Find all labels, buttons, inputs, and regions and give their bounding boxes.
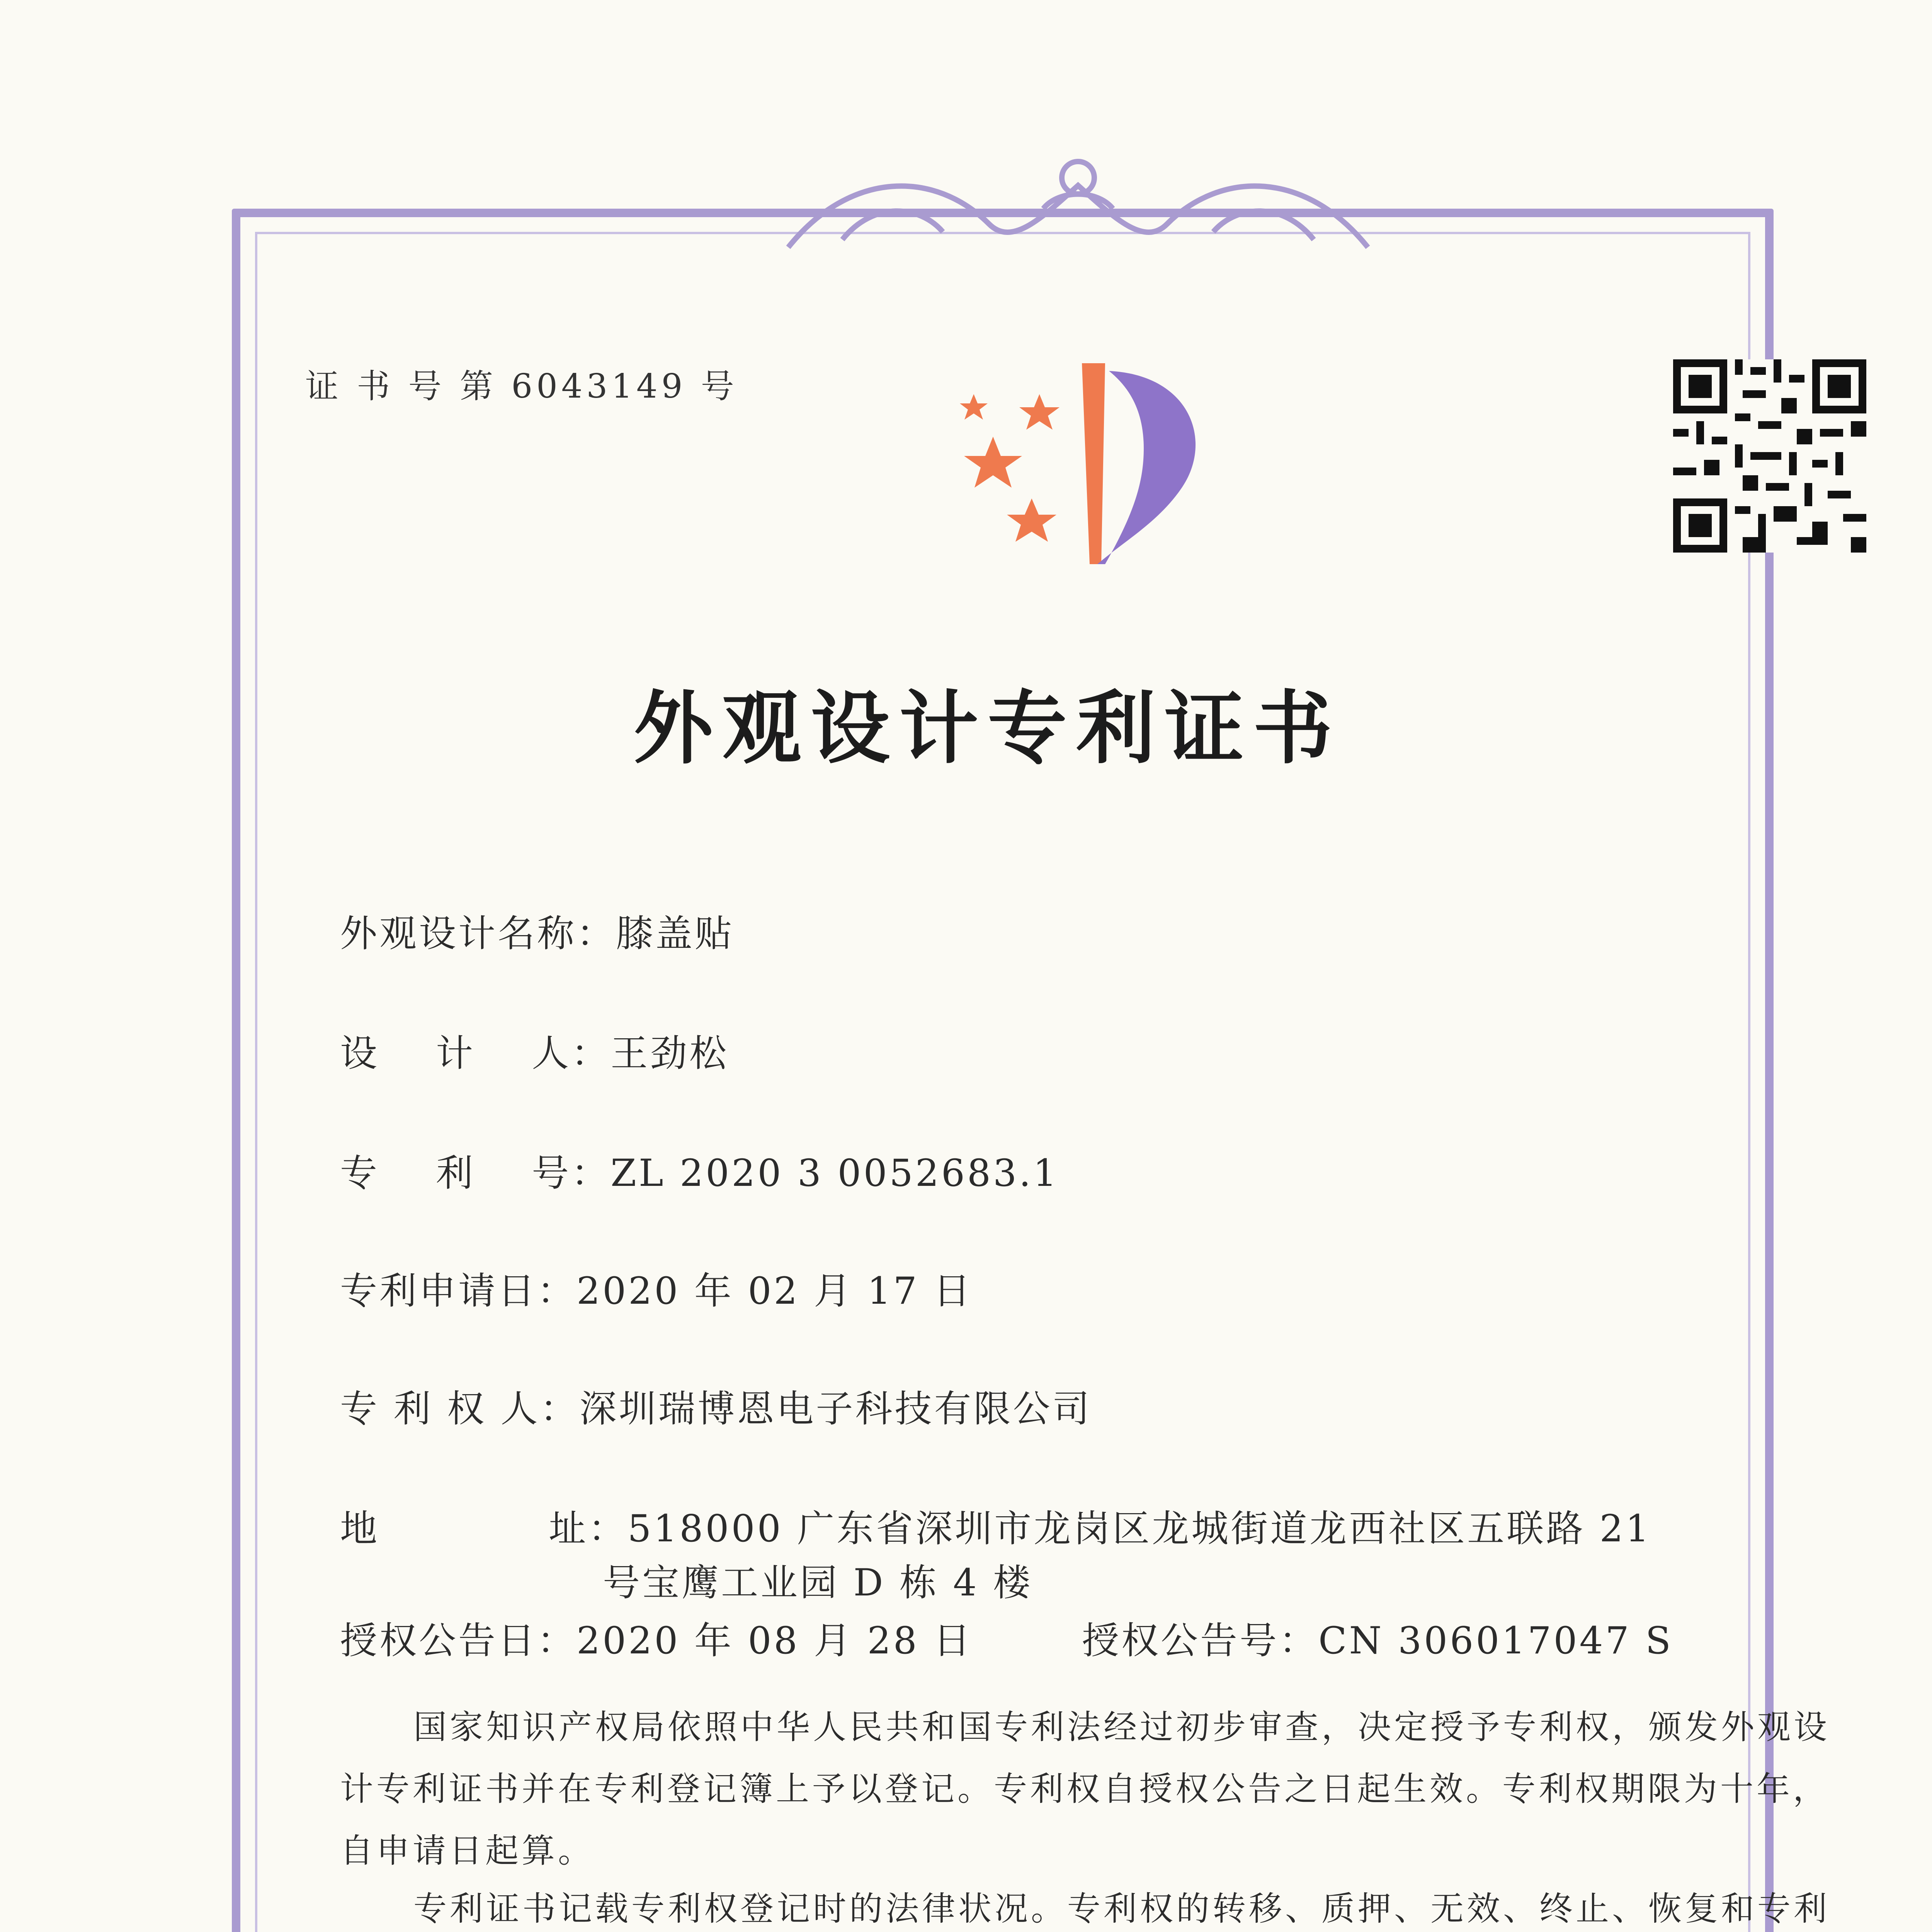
patent-number-row [340, 1144, 1059, 1197]
grant-date-label: 授权公告日： [340, 1619, 577, 1662]
patent-number-value: ZL 2020 3 0052683.1 [611, 1151, 1059, 1195]
grant-date-value: 2020 年 08 月 28 日 [577, 1619, 973, 1662]
qr-code-icon[interactable] [1673, 359, 1866, 553]
grant-number-row [1082, 1611, 1673, 1664]
patentee-label: 专 利 权 人： [340, 1387, 580, 1430]
grant-number-value: CN 306017047 S [1318, 1619, 1673, 1662]
certificate-title: 外观设计专利证书 [634, 682, 1342, 775]
address-label: 地 址： [340, 1507, 628, 1550]
address-value-line1: 518000 广东省深圳市龙岗区龙城街道龙西社区五联路 21 [628, 1507, 1651, 1550]
top-ornament [773, 139, 1383, 278]
designer-row [340, 1024, 729, 1077]
design-name-value: 膝盖贴 [616, 912, 734, 955]
grant-date-row [340, 1611, 973, 1664]
ip-logo-icon [943, 348, 1236, 587]
application-date-row [340, 1262, 973, 1315]
body-paragraph-1: 国家知识产权局依照中华人民共和国专利法经过初步审查，决定授予专利权，颁发外观设计专利证书并在专利登记簿上予以登记。专利权自授权公告之日起生效。专利权期限为十年，自申请日起算。 [340, 1708, 1830, 1870]
patentee-value: 深圳瑞博恩电子科技有限公司 [579, 1387, 1092, 1430]
design-name-row [340, 904, 734, 957]
application-date-label: 专利申请日： [340, 1269, 577, 1313]
address-row [340, 1499, 1651, 1552]
design-name-label: 外观设计名称： [340, 912, 616, 955]
address-line2: 号宝鹰工业园 D 栋 4 楼 [603, 1561, 1033, 1604]
grant-number-label: 授权公告号： [1082, 1619, 1318, 1662]
body-paragraph-2: 专利证书记载专利权登记时的法律状况。专利权的转移、质押、无效、终止、恢复和专利 [413, 1889, 1830, 1928]
designer-value: 王劲松 [611, 1032, 729, 1075]
patent-number-label: 专 利 号： [340, 1151, 611, 1195]
application-date-value: 2020 年 02 月 17 日 [577, 1269, 973, 1313]
certificate-number: 证 书 号 第 6043149 号 [305, 367, 738, 406]
designer-label: 设 计 人： [340, 1032, 611, 1075]
patentee-row [340, 1379, 1092, 1432]
